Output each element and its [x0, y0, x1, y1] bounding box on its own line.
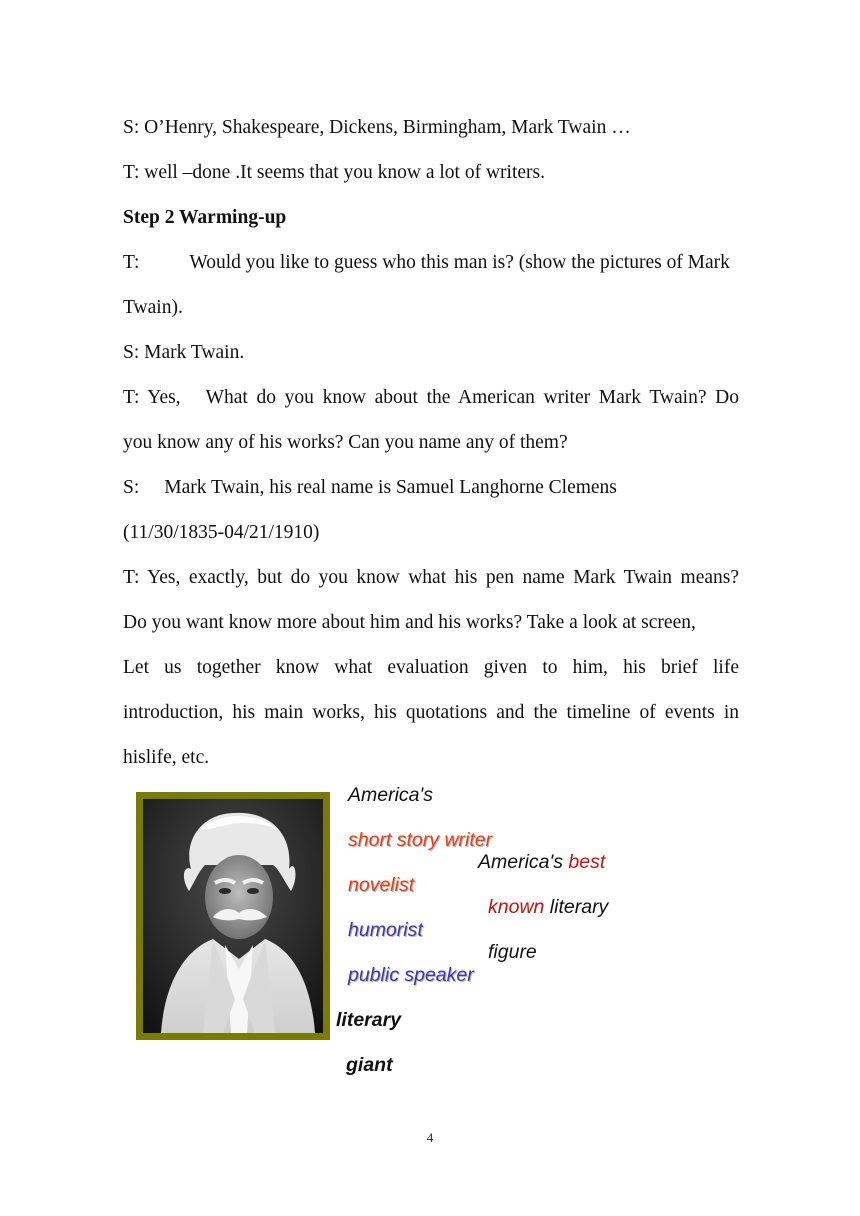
slide-label-giant: giant	[346, 1054, 393, 1076]
dialogue-line	[123, 465, 739, 510]
speaker-label: S:	[123, 477, 140, 498]
dialogue-line: (11/30/1835-04/21/1910)	[123, 522, 320, 543]
slide-label-short-story-writer: short story writer	[348, 829, 493, 851]
dialogue-line	[123, 375, 739, 420]
dialogue-line: S: O’Henry, Shakespeare, Dickens, Birmingham, Mark Twain …	[123, 117, 631, 138]
slide-label-novelist: novelist	[348, 874, 415, 896]
slide-label-figure: figure	[488, 941, 537, 963]
dialogue-text: Mark Twain, his real name is Samuel Langhorne Clemens	[164, 477, 617, 498]
dialogue-line: Do you want know more about him and his works? Take a look at screen,	[123, 612, 696, 633]
slide-label-public-speaker: public speaker	[348, 964, 474, 986]
dialogue-line: T: Yes, exactly, but do you know what his pen name Mark Twain means?	[123, 567, 739, 588]
dialogue-line: introduction, his main works, his quotations and the timeline of events in	[123, 702, 739, 723]
dialogue-line	[123, 240, 739, 285]
speaker-label: T: Yes,	[123, 387, 181, 408]
dialogue-line: hislife, etc.	[123, 747, 210, 768]
portrait-frame	[136, 792, 330, 1040]
dialogue-line: Twain).	[123, 297, 183, 318]
mark-twain-portrait	[143, 799, 323, 1033]
slide-label-humorist: humorist	[348, 919, 423, 941]
dialogue-line: S: Mark Twain.	[123, 342, 245, 363]
dialogue-text: What do you know about the American writer Mark Twain? Do	[205, 387, 739, 408]
page-number: 4	[426, 1130, 434, 1145]
dialogue-line: Let us together know what evaluation given to him, his brief life	[123, 657, 739, 678]
speaker-label: T:	[123, 252, 140, 273]
section-heading: Step 2 Warming-up	[123, 207, 287, 228]
slide-label-known-literary: known literary	[488, 896, 609, 918]
dialogue-line: you know any of his works? Can you name any of them?	[123, 432, 568, 453]
slide-label-literary: literary	[336, 1009, 402, 1031]
dialogue-line: T: well –done .It seems that you know a lot of writers.	[123, 162, 545, 183]
dialogue-text: Would you like to guess who this man is? (show the pictures of Mark	[189, 252, 730, 273]
slide-label-americas-best: America's best	[478, 851, 606, 873]
slide-label-americas: America's	[348, 784, 433, 806]
